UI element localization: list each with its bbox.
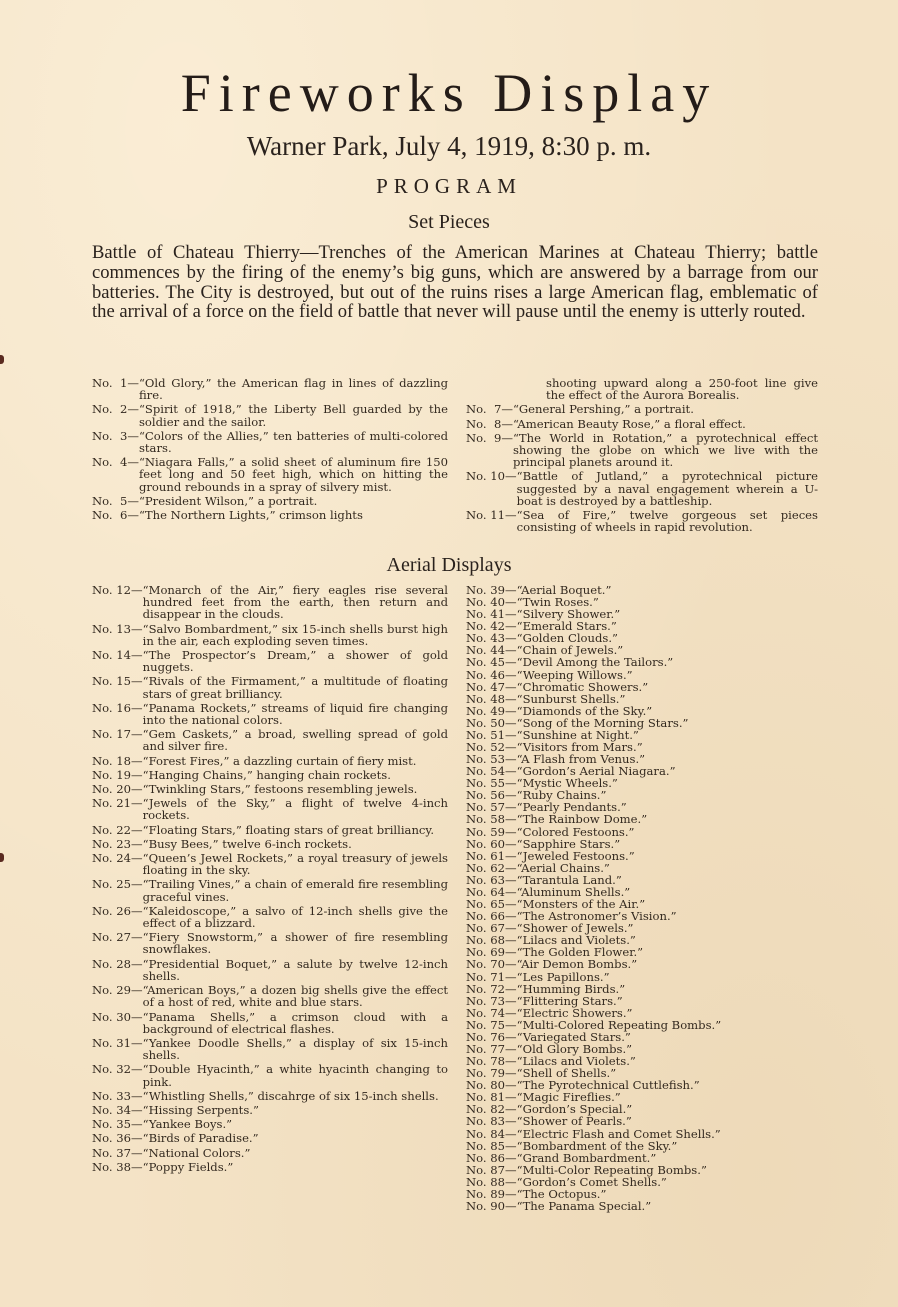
item-number: No. 17— — [92, 727, 143, 742]
item-number: No. 36— — [92, 1131, 143, 1146]
list-item — [92, 495, 448, 507]
binding-hole-mark — [0, 853, 4, 862]
item-number: No. 7— — [466, 402, 513, 417]
item-text: “Forest Fires,” a dazzling curtain of fiery mist. — [142, 753, 417, 768]
item-number: No. 70— — [466, 957, 517, 972]
item-number: No. 22— — [92, 822, 143, 837]
item-text: “Double Hyacinth,” a white hyacinth changing to pink. — [142, 1062, 448, 1089]
set-pieces-intro: Battle of Chateau Thierry—Trenches of the American Marines at Chateau Thierry; battle commences by the firing of the enemy’s big guns, which are answered by a barrage from our batteries. The City is destroyed, but out of the ruins rises a large American flag, emblematic of the arrival of a force on the field of battle that never will pause until the enemy is utterly routed. — [92, 242, 818, 323]
list-item — [92, 728, 448, 752]
item-text: “Visitors from Mars.” — [516, 740, 643, 755]
item-number: No. 52— — [466, 740, 517, 755]
list-item — [466, 850, 796, 862]
item-text: “Battle of Jutland,” a pyrotechnical picture suggested by a naval engagement wherein a U-boat is destroyed by a battleship. — [516, 469, 818, 508]
item-text: “Gordon’s Aerial Niagara.” — [516, 764, 676, 779]
item-text: “Old Glory Bombs.” — [516, 1041, 633, 1056]
list-item — [466, 669, 796, 681]
item-number: No. 12— — [92, 583, 143, 597]
list-item — [92, 958, 448, 982]
item-number: No. 80— — [466, 1078, 517, 1093]
item-text: “Panama Shells,” a crimson cloud with a background of electrical flashes. — [142, 1009, 448, 1036]
item-number: No. 1— — [92, 376, 139, 390]
list-item — [466, 681, 796, 693]
item-number: No. 62— — [466, 860, 517, 875]
item-number: No. 15— — [92, 674, 143, 689]
list-item — [92, 1161, 448, 1173]
list-item — [466, 1152, 796, 1164]
item-text: “Multi-Color Repeating Bombs.” — [516, 1162, 707, 1177]
item-number: No. 9— — [466, 430, 513, 445]
item-number: No. 45— — [466, 655, 517, 670]
list-item — [466, 983, 796, 995]
item-number: No. 2— — [92, 402, 139, 417]
item-number: No. 16— — [92, 700, 143, 715]
binding-hole-mark — [0, 355, 4, 364]
item-number: No. 41— — [466, 607, 517, 622]
item-number: No. 47— — [466, 679, 517, 694]
item-number: No. 46— — [466, 667, 517, 682]
list-item — [466, 1200, 796, 1212]
list-item — [92, 769, 448, 781]
item-number: No. 83— — [466, 1114, 517, 1129]
item-number: No. 54— — [466, 764, 517, 779]
list-item — [466, 470, 818, 507]
list-item — [92, 931, 448, 955]
item-number: No. 18— — [92, 753, 143, 768]
item-number: No. 21— — [92, 796, 143, 811]
item-text: “Diamonds of the Sky.” — [516, 703, 653, 718]
item-number: No. 78— — [466, 1054, 517, 1069]
item-number: No. 68— — [466, 933, 517, 948]
item-number: No. 3— — [92, 428, 139, 443]
set-pieces-left-column — [92, 377, 448, 523]
item-text: “Devil Among the Tailors.” — [516, 655, 674, 670]
item-text: “Grand Bombardment.” — [516, 1150, 657, 1165]
list-item — [466, 838, 796, 850]
item-text: “Floating Stars,” floating stars of great brilliancy. — [142, 822, 435, 837]
item-text: “Hissing Serpents.” — [142, 1102, 259, 1117]
item-text: “Emerald Stars.” — [516, 619, 617, 634]
item-number: No. 87— — [466, 1162, 517, 1177]
item-number: No. 66— — [466, 909, 517, 924]
item-text: “Shower of Jewels.” — [516, 921, 634, 936]
item-number: No. 20— — [92, 782, 143, 797]
list-item — [92, 1118, 448, 1130]
aerial-left-column — [92, 584, 448, 1175]
list-item — [466, 813, 796, 825]
item-text: “The Panama Special.” — [516, 1198, 652, 1213]
item-text: “Chain of Jewels.” — [516, 643, 624, 658]
list-item — [92, 1132, 448, 1144]
list-item — [92, 1104, 448, 1116]
item-text: “Poppy Fields.” — [142, 1159, 234, 1174]
item-number: No. 26— — [92, 903, 143, 918]
list-item — [466, 958, 796, 970]
item-text: “The World in Rotation,” a pyrotechnical effect showing the globe on which we live with the principal planets around it. — [512, 430, 818, 470]
list-item — [92, 403, 448, 427]
list-item — [466, 1007, 796, 1019]
item-text: “Golden Clouds.” — [516, 631, 618, 646]
item-number: No. 88— — [466, 1174, 517, 1189]
item-number: No. 40— — [466, 595, 517, 610]
list-item — [92, 755, 448, 767]
item-number: No. 25— — [92, 877, 143, 892]
item-number: No. 75— — [466, 1017, 517, 1032]
list-item — [466, 1128, 796, 1140]
item-number: No. 49— — [466, 703, 517, 718]
item-text: “Salvo Bombardment,” six 15-inch shells burst high in the air, each exploding seven times. — [142, 621, 448, 648]
item-number: No. 84— — [466, 1126, 517, 1141]
item-text: “Gordon’s Comet Shells.” — [516, 1174, 667, 1189]
set-pieces-right-list — [466, 403, 818, 533]
list-item — [92, 824, 448, 836]
list-item-continuation — [466, 377, 818, 401]
item-text: “Kaleidoscope,” a salvo of 12-inch shells give the effect of a blizzard. — [142, 903, 448, 931]
list-item — [92, 649, 448, 673]
item-text: “Gem Caskets,” a broad, swelling spread of gold and silver fire. — [142, 727, 448, 754]
item-text: “Magic Fireflies.” — [516, 1090, 621, 1105]
list-item — [466, 509, 818, 533]
item-text: “The Octopus.” — [516, 1186, 607, 1201]
item-text: “Twin Roses.” — [516, 595, 599, 610]
item-number: No. 27— — [92, 930, 143, 945]
list-item — [466, 432, 818, 469]
item-text: “Niagara Falls,” a solid sheet of aluminum fire 150 feet long and 50 feet high, which on hitting the ground rebounds in a spray of silvery mist. — [138, 455, 448, 494]
item-number: No. 29— — [92, 983, 143, 998]
item-text: “Aerial Boquet.” — [516, 583, 612, 597]
program-label: PROGRAM — [376, 174, 522, 198]
item-number: No. 69— — [466, 945, 517, 960]
item-text: “Bombardment of the Sky.” — [516, 1138, 678, 1153]
aerial-displays-heading: Aerial Displays — [386, 554, 512, 576]
item-number: No. 30— — [92, 1009, 143, 1024]
item-text: “Sunshine at Night.” — [516, 727, 639, 742]
list-item — [466, 656, 796, 668]
list-item — [92, 905, 448, 929]
list-item — [92, 797, 448, 821]
list-item — [466, 995, 796, 1007]
item-number: No. 8— — [466, 416, 513, 431]
item-text: shooting upward along a 250-foot line give the effect of the Aurora Borealis. — [546, 376, 818, 403]
item-text: “Hanging Chains,” hanging chain rockets. — [142, 767, 391, 782]
item-text: “Song of the Morning Stars.” — [516, 715, 689, 730]
list-item — [466, 1140, 796, 1152]
list-item — [466, 403, 818, 415]
item-text: “The Prospector’s Dream,” a shower of gold nuggets. — [142, 648, 448, 675]
item-number: No. 71— — [466, 969, 517, 984]
item-text: “Shower of Pearls.” — [516, 1114, 632, 1129]
item-number: No. 58— — [466, 812, 517, 827]
list-item — [92, 623, 448, 647]
item-text: “The Pyrotechnical Cuttlefish.” — [516, 1078, 700, 1093]
item-text: “The Golden Flower.” — [516, 945, 644, 960]
item-number: No. 10— — [466, 469, 517, 484]
item-number: No. 11— — [466, 508, 517, 523]
item-text: “Spirit of 1918,” the Liberty Bell guarded by the soldier and the sailor. — [138, 402, 448, 429]
item-text: “Yankee Boys.” — [142, 1117, 233, 1132]
item-text: “Fiery Snowstorm,” a shower of fire resembling snowflakes. — [142, 930, 448, 957]
item-text: “Yankee Doodle Shells,” a display of six 15-inch shells. — [142, 1035, 448, 1063]
list-item — [92, 584, 448, 621]
list-item — [466, 971, 796, 983]
item-text: “American Boys,” a dozen big shells give the effect of a host of red, white and blue stars. — [142, 983, 448, 1010]
item-text: “Electric Flash and Comet Shells.” — [516, 1126, 721, 1141]
list-item — [92, 1037, 448, 1061]
list-item — [92, 1063, 448, 1087]
item-number: No. 38— — [92, 1159, 143, 1174]
item-text: “Jewels of the Sky,” a flight of twelve 4-inch rockets. — [142, 796, 448, 823]
item-number: No. 59— — [466, 824, 517, 839]
item-text: “Shell of Shells.” — [516, 1066, 617, 1081]
item-text: “Weeping Willows.” — [516, 667, 633, 682]
item-number: No. 33— — [92, 1088, 143, 1103]
item-number: No. 76— — [466, 1029, 517, 1044]
item-text: “Ruby Chains.” — [516, 788, 607, 803]
item-text: “Pearly Pendants.” — [516, 800, 627, 815]
item-text: “Queen’s Jewel Rockets,” a royal treasury of jewels floating in the sky. — [142, 851, 448, 878]
item-text: “Busy Bees,” twelve 6-inch rockets. — [142, 836, 352, 851]
item-text: “Air Demon Bombs.” — [516, 957, 638, 972]
item-text: “Jeweled Festoons.” — [516, 848, 635, 863]
item-text: “Aerial Chains.” — [516, 860, 610, 875]
item-text: “Humming Birds.” — [516, 981, 626, 996]
item-number: No. 79— — [466, 1066, 517, 1081]
item-number: No. 48— — [466, 691, 517, 706]
item-number: No. 90— — [466, 1198, 517, 1213]
item-number: No. 72— — [466, 981, 517, 996]
item-text: “Monsters of the Air.” — [516, 897, 646, 912]
item-number: No. 4— — [92, 455, 139, 470]
item-text: “Whistling Shells,” discahrge of six 15-inch shells. — [142, 1088, 439, 1103]
item-text: “President Wilson,” a portrait. — [138, 493, 318, 508]
item-text: “Birds of Paradise.” — [142, 1131, 259, 1146]
list-item — [466, 826, 796, 838]
item-number: No. 5— — [92, 493, 139, 508]
set-pieces-right-column — [466, 377, 818, 535]
item-number: No. 53— — [466, 752, 517, 767]
item-text: “Panama Rockets,” streams of liquid fire changing into the national colors. — [142, 700, 448, 728]
item-number: No. 86— — [466, 1150, 517, 1165]
list-item — [92, 1090, 448, 1102]
list-item — [92, 456, 448, 493]
item-number: No. 50— — [466, 715, 517, 730]
item-number: No. 24— — [92, 851, 143, 866]
item-number: No. 19— — [92, 767, 143, 782]
list-item — [92, 377, 448, 401]
item-number: No. 6— — [92, 508, 139, 523]
item-text: “Multi-Colored Repeating Bombs.” — [516, 1017, 722, 1032]
item-number: No. 14— — [92, 648, 143, 663]
item-number: No. 13— — [92, 621, 143, 636]
item-text: “Silvery Shower.” — [516, 607, 621, 622]
item-text: “Sea of Fire,” twelve gorgeous set pieces consisting of wheels in rapid revolution. — [516, 508, 818, 535]
list-item — [92, 783, 448, 795]
list-item — [92, 984, 448, 1008]
item-text: “A Flash from Venus.” — [516, 752, 646, 767]
item-text: “Mystic Wheels.” — [516, 776, 618, 791]
item-number: No. 61— — [466, 848, 517, 863]
list-item — [466, 1115, 796, 1127]
item-number: No. 32— — [92, 1062, 143, 1077]
item-number: No. 82— — [466, 1102, 517, 1117]
item-text: “Variegated Stars.” — [516, 1029, 631, 1044]
item-text: “Colored Festoons.” — [516, 824, 635, 839]
item-text: “Chromatic Showers.” — [516, 679, 649, 694]
item-number: No. 42— — [466, 619, 517, 634]
item-number: No. 57— — [466, 800, 517, 815]
item-number: No. 73— — [466, 993, 517, 1008]
list-item — [92, 509, 448, 521]
item-number: No. 74— — [466, 1005, 517, 1020]
list-item — [92, 702, 448, 726]
item-number: No. 85— — [466, 1138, 517, 1153]
item-number: No. 60— — [466, 836, 517, 851]
item-number: No. 89— — [466, 1186, 517, 1201]
item-text: “American Beauty Rose,” a floral effect. — [512, 416, 746, 431]
item-text: “Les Papillons.” — [516, 969, 610, 984]
list-item — [92, 1011, 448, 1035]
item-number: No. 39— — [466, 583, 517, 597]
item-text: “General Pershing,” a portrait. — [512, 402, 694, 417]
item-number: No. 31— — [92, 1035, 143, 1050]
list-item — [92, 430, 448, 454]
item-number: No. 34— — [92, 1102, 143, 1117]
item-text: “Sapphire Stars.” — [516, 836, 621, 851]
item-text: “Sunburst Shells.” — [516, 691, 626, 706]
aerial-right-column — [466, 584, 796, 1212]
item-number: No. 67— — [466, 921, 517, 936]
item-text: “Monarch of the Air,” fiery eagles rise several hundred feet from the earth, then return and disappear in the clouds. — [142, 583, 448, 622]
item-text: “Trailing Vines,” a chain of emerald fire resembling graceful vines. — [142, 877, 448, 904]
item-number: No. 63— — [466, 872, 517, 887]
item-text: “Colors of the Allies,” ten batteries of multi-colored stars. — [138, 428, 448, 456]
list-item — [92, 675, 448, 699]
item-number: No. 35— — [92, 1117, 143, 1132]
item-number: No. 37— — [92, 1145, 143, 1160]
item-number: No. 65— — [466, 897, 517, 912]
item-number: No. 81— — [466, 1090, 517, 1105]
item-number: No. 77— — [466, 1041, 517, 1056]
item-text: “Aluminum Shells.” — [516, 884, 631, 899]
item-text: “Lilacs and Violets.” — [516, 1054, 636, 1069]
item-text: “Flittering Stars.” — [516, 993, 623, 1008]
item-number: No. 56— — [466, 788, 517, 803]
item-number: No. 55— — [466, 776, 517, 791]
item-number: No. 51— — [466, 727, 517, 742]
item-text: “Rivals of the Firmament,” a multitude of floating stars of great brilliancy. — [142, 674, 448, 701]
list-item — [466, 418, 818, 430]
item-text: “Old Glory,” the American flag in lines of dazzling fire. — [138, 376, 448, 403]
item-text: “Electric Showers.” — [516, 1005, 633, 1020]
list-item — [92, 878, 448, 902]
item-number: No. 44— — [466, 643, 517, 658]
item-text: “National Colors.” — [142, 1145, 251, 1160]
item-text: “The Northern Lights,” crimson lights — [138, 508, 363, 523]
item-number: No. 28— — [92, 956, 143, 971]
item-number: No. 23— — [92, 836, 143, 851]
list-item — [466, 693, 796, 705]
set-pieces-heading: Set Pieces — [408, 211, 490, 233]
list-item — [92, 838, 448, 850]
list-item — [92, 852, 448, 876]
item-text: “Twinkling Stars,” festoons resembling jewels. — [142, 782, 418, 797]
item-number: No. 43— — [466, 631, 517, 646]
item-text: “Lilacs and Violets.” — [516, 933, 636, 948]
event-subtitle: Warner Park, July 4, 1919, 8:30 p. m. — [246, 131, 652, 161]
item-text: “Presidential Boquet,” a salute by twelve 12-inch shells. — [142, 956, 448, 983]
item-text: “Gordon’s Special.” — [516, 1102, 633, 1117]
item-text: “The Rainbow Dome.” — [516, 812, 648, 827]
item-text: “Tarantula Land.” — [516, 872, 622, 887]
item-number: No. 64— — [466, 884, 517, 899]
page-title: Fireworks Display — [180, 63, 718, 123]
list-item — [92, 1147, 448, 1159]
item-text: “The Astronomer’s Vision.” — [516, 909, 677, 924]
